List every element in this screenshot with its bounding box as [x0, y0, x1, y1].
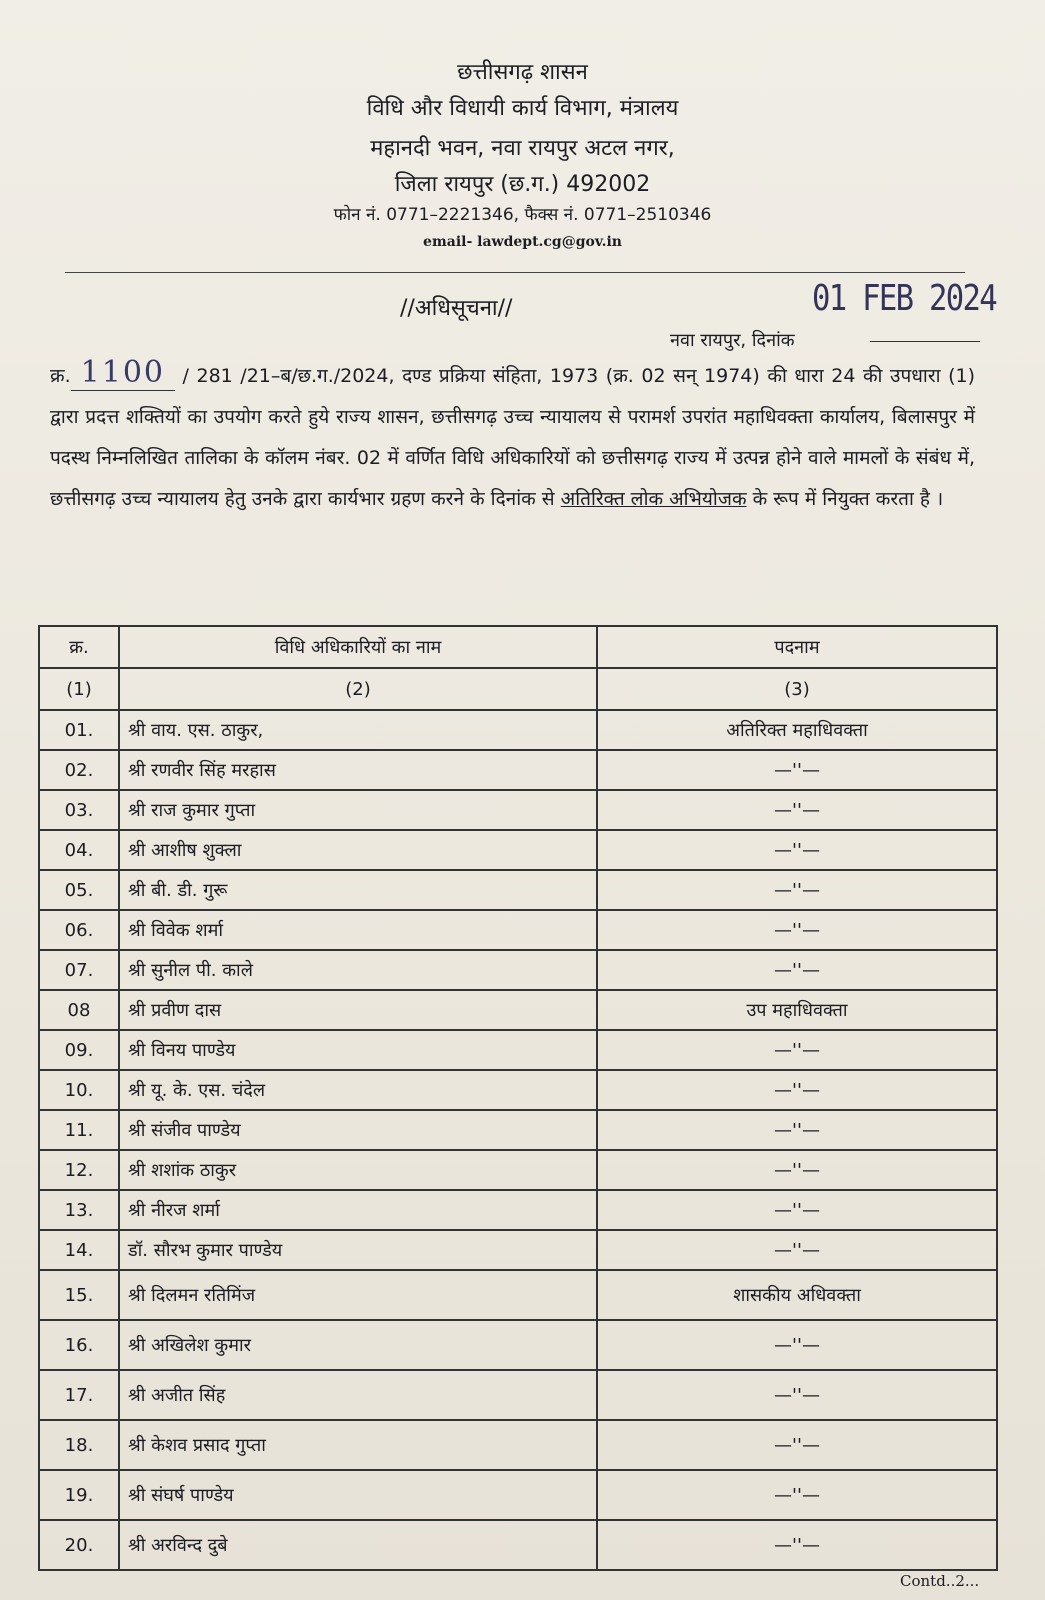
table-row — [39, 710, 997, 750]
row-designation: —''— — [597, 1370, 997, 1420]
row-designation: —''— — [597, 910, 997, 950]
row-designation: —''— — [597, 790, 997, 830]
row-officer-name: श्री केशव प्रसाद गुप्ता — [119, 1420, 597, 1470]
row-serial: 20. — [39, 1520, 119, 1570]
header-email: email- lawdept.cg@gov.in — [423, 234, 622, 250]
row-serial: 06. — [39, 910, 119, 950]
col-number-3: (3) — [597, 668, 997, 710]
handwritten-number: 1100 — [71, 355, 175, 391]
table-row — [39, 950, 997, 990]
row-officer-name: श्री बी. डी. गुरू — [119, 870, 597, 910]
row-officer-name: श्री रणवीर सिंह मरहास — [119, 750, 597, 790]
row-officer-name: श्री अजीत सिंह — [119, 1370, 597, 1420]
table-row — [39, 1520, 997, 1570]
row-officer-name: श्री राज कुमार गुप्ता — [119, 790, 597, 830]
row-designation: —''— — [597, 950, 997, 990]
table-row — [39, 790, 997, 830]
row-serial: 08 — [39, 990, 119, 1030]
row-designation: —''— — [597, 1420, 997, 1470]
table-row — [39, 1070, 997, 1110]
row-designation: अतिरिक्त महाधिवक्ता — [597, 710, 997, 750]
row-serial: 03. — [39, 790, 119, 830]
table-row — [39, 870, 997, 910]
row-officer-name: श्री विवेक शर्मा — [119, 910, 597, 950]
place-date-label: नवा रायपुर, दिनांक — [670, 330, 795, 351]
body-text-1: / 281 /21–ब/छ.ग./2024, दण्ड प्रक्रिया संहिता, 1973 (क्र. 02 सन् 1974) की धारा 24 की उपधारा (1) द्वारा प्रदत्त शक्तियों का उपयोग करते हुये राज्य शासन, छत्तीसगढ़ उच्च न्यायालय से परामर्श उपरांत महाधिवक्ता कार्यालय, बिलासपुर में पदस्थ निम्नलिखित तालिका के कॉलम नंबर. 02 में वर्णित विधि अधिकारियों को छत्तीसगढ़ राज्य में उत्पन्न होने वाले मामलों के संबंध में, छत्तीसगढ़ उच्च न्यायालय हेतु उनके द्वारा कार्यभार ग्रहण करने के दिनांक से — [50, 365, 976, 510]
row-serial: 05. — [39, 870, 119, 910]
row-serial: 02. — [39, 750, 119, 790]
row-officer-name: श्री संघर्ष पाण्डेय — [119, 1470, 597, 1520]
row-serial: 10. — [39, 1070, 119, 1110]
table-row — [39, 1150, 997, 1190]
header-department: विधि और विधायी कार्य विभाग, मंत्रालय — [366, 96, 679, 121]
body-underlined-role: अतिरिक्त लोक अभियोजक — [560, 488, 747, 510]
notification-title: //अधिसूचना// — [400, 296, 513, 321]
header-address-1: महानदी भवन, नवा रायपुर अटल नगर, — [370, 136, 675, 161]
col-header-serial: क्र. — [39, 626, 119, 668]
table-header-row — [39, 626, 997, 668]
table-row — [39, 830, 997, 870]
row-serial: 01. — [39, 710, 119, 750]
row-officer-name: श्री वाय. एस. ठाकुर, — [119, 710, 597, 750]
header-address-2: जिला रायपुर (छ.ग.) 492002 — [394, 172, 651, 197]
row-designation: —''— — [597, 870, 997, 910]
row-officer-name: श्री अरविन्द दुबे — [119, 1520, 597, 1570]
col-header-post: पदनाम — [597, 626, 997, 668]
row-designation: —''— — [597, 1520, 997, 1570]
row-designation: —''— — [597, 1190, 997, 1230]
table-row — [39, 990, 997, 1030]
row-designation: —''— — [597, 1230, 997, 1270]
continued-note: Contd..2... — [900, 1572, 980, 1590]
notification-body — [50, 352, 975, 520]
table-row — [39, 1320, 997, 1370]
row-designation: —''— — [597, 1070, 997, 1110]
header-government: छत्तीसगढ़ शासन — [457, 60, 588, 85]
date-stamp: 01 FEB 2024 — [812, 278, 996, 319]
row-designation: —''— — [597, 1470, 997, 1520]
row-designation: —''— — [597, 830, 997, 870]
row-serial: 12. — [39, 1150, 119, 1190]
table-row — [39, 1370, 997, 1420]
table-subheader-row — [39, 668, 997, 710]
row-designation: —''— — [597, 1320, 997, 1370]
officers-table — [38, 625, 998, 1571]
row-officer-name: श्री नीरज शर्मा — [119, 1190, 597, 1230]
row-serial: 04. — [39, 830, 119, 870]
table-row — [39, 750, 997, 790]
row-designation: —''— — [597, 750, 997, 790]
date-blank-line — [870, 341, 980, 342]
row-officer-name: श्री दिलमन रतिमिंज — [119, 1270, 597, 1320]
body-text-2: के रूप में नियुक्त करता है । — [752, 488, 944, 510]
row-serial: 14. — [39, 1230, 119, 1270]
table-row — [39, 1420, 997, 1470]
table-row — [39, 1110, 997, 1150]
col-number-1: (1) — [39, 668, 119, 710]
col-number-2: (2) — [119, 668, 597, 710]
row-officer-name: श्री संजीव पाण्डेय — [119, 1110, 597, 1150]
header-divider — [65, 272, 965, 273]
row-serial: 09. — [39, 1030, 119, 1070]
row-officer-name: श्री सुनील पी. काले — [119, 950, 597, 990]
row-serial: 16. — [39, 1320, 119, 1370]
row-serial: 19. — [39, 1470, 119, 1520]
row-serial: 18. — [39, 1420, 119, 1470]
table-row — [39, 1190, 997, 1230]
row-designation: शासकीय अधिवक्ता — [597, 1270, 997, 1320]
row-serial: 17. — [39, 1370, 119, 1420]
col-header-name: विधि अधिकारियों का नाम — [119, 626, 597, 668]
row-designation: —''— — [597, 1110, 997, 1150]
row-designation: —''— — [597, 1150, 997, 1190]
row-serial: 11. — [39, 1110, 119, 1150]
table-row — [39, 1270, 997, 1320]
row-officer-name: श्री आशीष शुक्ला — [119, 830, 597, 870]
row-officer-name: श्री प्रवीण दास — [119, 990, 597, 1030]
table-row — [39, 1030, 997, 1070]
row-officer-name: श्री अखिलेश कुमार — [119, 1320, 597, 1370]
serial-prefix: क्र. — [50, 365, 71, 387]
row-officer-name: डॉ. सौरभ कुमार पाण्डेय — [119, 1230, 597, 1270]
row-serial: 13. — [39, 1190, 119, 1230]
row-designation: —''— — [597, 1030, 997, 1070]
row-officer-name: श्री विनय पाण्डेय — [119, 1030, 597, 1070]
header-phone-fax: फोन नं. 0771–2221346, फैक्स नं. 0771–2510346 — [333, 205, 712, 225]
table-row — [39, 910, 997, 950]
row-serial: 07. — [39, 950, 119, 990]
table-row — [39, 1230, 997, 1270]
table-row — [39, 1470, 997, 1520]
row-officer-name: श्री यू. के. एस. चंदेल — [119, 1070, 597, 1110]
row-serial: 15. — [39, 1270, 119, 1320]
row-officer-name: श्री शशांक ठाकुर — [119, 1150, 597, 1190]
row-designation: उप महाधिवक्ता — [597, 990, 997, 1030]
